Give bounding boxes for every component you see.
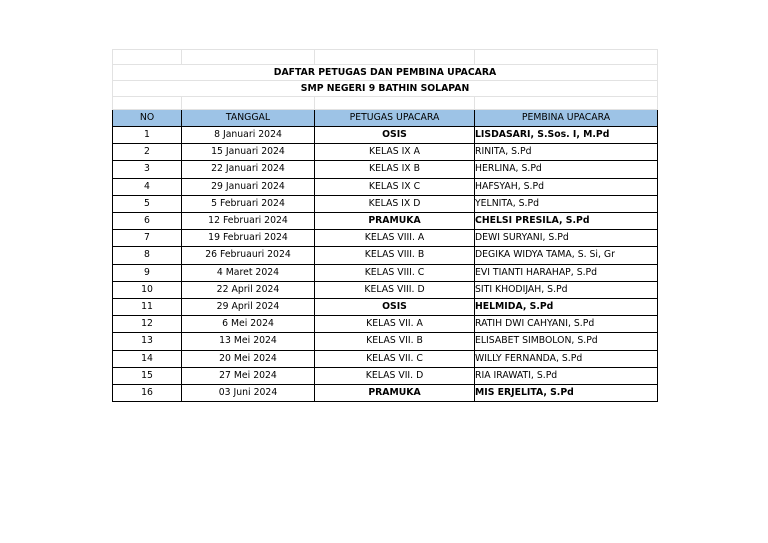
table-row [113, 178, 658, 195]
cell-pembina: MIS ERJELITA, S.Pd [475, 385, 658, 402]
cell-no: 7 [113, 230, 182, 247]
table-row [113, 161, 658, 178]
cell-petugas: KELAS VII. D [315, 367, 475, 384]
table-row [113, 213, 658, 230]
cell-pembina: WILLY FERNANDA, S.Pd [475, 350, 658, 367]
cell-petugas: OSIS [315, 127, 475, 144]
cell-no: 14 [113, 350, 182, 367]
cell-no: 8 [113, 247, 182, 264]
cell-petugas: KELAS VII. B [315, 333, 475, 350]
cell-tanggal: 03 Juni 2024 [182, 385, 315, 402]
cell-pembina: HERLINA, S.Pd [475, 161, 658, 178]
cell-tanggal: 20 Mei 2024 [182, 350, 315, 367]
cell-petugas: KELAS IX C [315, 178, 475, 195]
cell-pembina: HELMIDA, S.Pd [475, 299, 658, 316]
cell-no: 13 [113, 333, 182, 350]
cell-petugas: PRAMUKA [315, 385, 475, 402]
cell-pembina: EVI TIANTI HARAHAP, S.Pd [475, 264, 658, 281]
table-row [113, 281, 658, 298]
cell-tanggal: 12 Februari 2024 [182, 213, 315, 230]
header-pembina: PEMBINA UPACARA [475, 110, 658, 127]
table-body [113, 127, 658, 402]
cell-tanggal: 19 Februari 2024 [182, 230, 315, 247]
cell-no: 1 [113, 127, 182, 144]
cell-pembina: YELNITA, S.Pd [475, 195, 658, 212]
cell-no: 4 [113, 178, 182, 195]
cell-no: 15 [113, 367, 182, 384]
table-row [113, 385, 658, 402]
cell-tanggal: 26 Februauri 2024 [182, 247, 315, 264]
cell-petugas: KELAS VII. C [315, 350, 475, 367]
cell-tanggal: 22 April 2024 [182, 281, 315, 298]
cell-tanggal: 8 Januari 2024 [182, 127, 315, 144]
cell-tanggal: 29 April 2024 [182, 299, 315, 316]
cell-pembina: RATIH DWI CAHYANI, S.Pd [475, 316, 658, 333]
cell-petugas: KELAS VIII. C [315, 264, 475, 281]
cell-no: 16 [113, 385, 182, 402]
table-row [113, 264, 658, 281]
cell-petugas: KELAS VIII. A [315, 230, 475, 247]
table-row [113, 230, 658, 247]
cell-no: 2 [113, 144, 182, 161]
cell-pembina: DEGIKA WIDYA TAMA, S. Si, Gr [475, 247, 658, 264]
cell-petugas: KELAS VIII. B [315, 247, 475, 264]
cell-no: 11 [113, 299, 182, 316]
table-header-row [113, 110, 658, 127]
cell-petugas: KELAS IX B [315, 161, 475, 178]
school-name: SMP NEGERI 9 BATHIN SOLAPAN [113, 81, 658, 97]
table-row [113, 367, 658, 384]
table-row [113, 316, 658, 333]
cell-petugas: KELAS VII. A [315, 316, 475, 333]
cell-pembina: DEWI SURYANI, S.Pd [475, 230, 658, 247]
cell-no: 6 [113, 213, 182, 230]
cell-pembina: HAFSYAH, S.Pd [475, 178, 658, 195]
table-row [113, 299, 658, 316]
table-row [113, 195, 658, 212]
cell-tanggal: 5 Februari 2024 [182, 195, 315, 212]
cell-tanggal: 4 Maret 2024 [182, 264, 315, 281]
cell-no: 3 [113, 161, 182, 178]
table-row [113, 247, 658, 264]
cell-pembina: ELISABET SIMBOLON, S.Pd [475, 333, 658, 350]
cell-petugas: KELAS IX A [315, 144, 475, 161]
cell-tanggal: 22 Januari 2024 [182, 161, 315, 178]
cell-pembina: RIA IRAWATI, S.Pd [475, 367, 658, 384]
header-tanggal: TANGGAL [182, 110, 315, 127]
cell-tanggal: 27 Mei 2024 [182, 367, 315, 384]
title-row-1 [113, 65, 658, 81]
table-row [113, 333, 658, 350]
cell-no: 12 [113, 316, 182, 333]
cell-tanggal: 6 Mei 2024 [182, 316, 315, 333]
schedule-table [112, 49, 658, 402]
cell-petugas: OSIS [315, 299, 475, 316]
cell-no: 10 [113, 281, 182, 298]
cell-pembina: SITI KHODIJAH, S.Pd [475, 281, 658, 298]
cell-petugas: KELAS VIII. D [315, 281, 475, 298]
cell-tanggal: 13 Mei 2024 [182, 333, 315, 350]
cell-tanggal: 15 Januari 2024 [182, 144, 315, 161]
blank-row [113, 50, 658, 65]
cell-no: 9 [113, 264, 182, 281]
document-title: DAFTAR PETUGAS DAN PEMBINA UPACARA [113, 65, 658, 81]
cell-tanggal: 29 Januari 2024 [182, 178, 315, 195]
header-no: NO [113, 110, 182, 127]
cell-pembina: RINITA, S.Pd [475, 144, 658, 161]
blank-row [113, 97, 658, 110]
cell-no: 5 [113, 195, 182, 212]
schedule-sheet [112, 49, 657, 402]
cell-pembina: LISDASARI, S.Sos. I, M.Pd [475, 127, 658, 144]
table-row [113, 350, 658, 367]
cell-petugas: PRAMUKA [315, 213, 475, 230]
table-row [113, 144, 658, 161]
table-row [113, 127, 658, 144]
cell-petugas: KELAS IX D [315, 195, 475, 212]
title-row-2 [113, 81, 658, 97]
header-petugas: PETUGAS UPACARA [315, 110, 475, 127]
cell-pembina: CHELSI PRESILA, S.Pd [475, 213, 658, 230]
